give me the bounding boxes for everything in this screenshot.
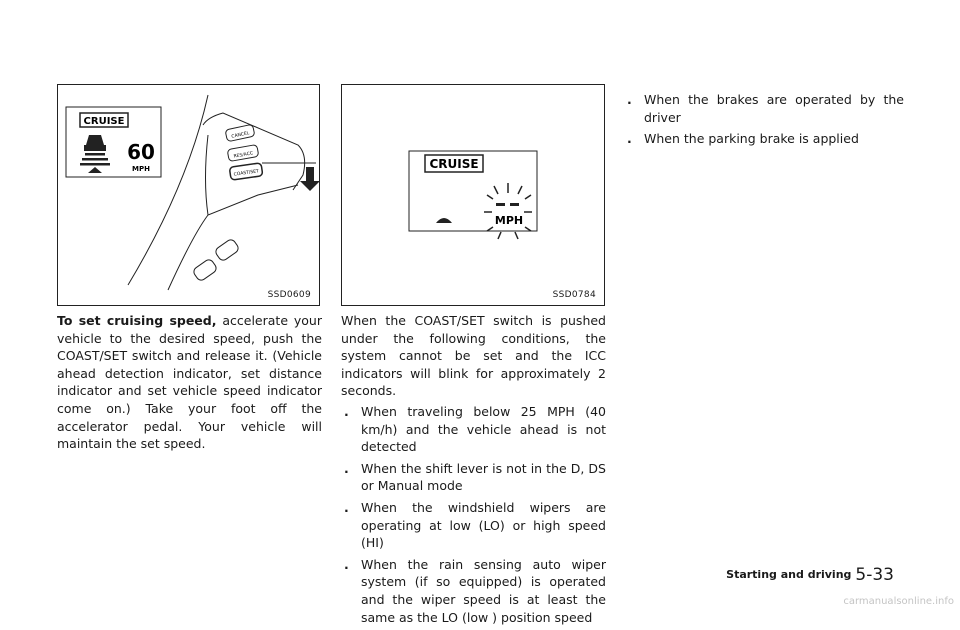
coast-set-switch bbox=[229, 163, 262, 180]
set-speed-paragraph bbox=[57, 312, 322, 453]
list-item: . When the shift lever is not in the D, DS or Manual mode bbox=[344, 460, 606, 494]
page-number: 5-33 bbox=[855, 564, 894, 585]
cancel-switch bbox=[225, 124, 255, 142]
figure-cruise-display-blinking bbox=[341, 84, 605, 306]
column-3 bbox=[624, 88, 904, 152]
res-acc-switch bbox=[227, 144, 259, 161]
page-footer bbox=[726, 564, 894, 585]
speed-unit: MPH bbox=[494, 214, 524, 227]
column-1 bbox=[57, 312, 322, 453]
svg-text:COAST/SET: COAST/SET bbox=[233, 169, 260, 178]
wheel-rim-line bbox=[128, 95, 208, 285]
blinking-speed-dashes bbox=[496, 203, 519, 206]
list-item: . When the rain sensing auto wiper system (if so equipped) is operated and the wiper speed is at least the same as the LO (low ) position speed bbox=[344, 556, 606, 625]
figure-code: SSD0609 bbox=[267, 290, 311, 300]
cruise-display-illustration bbox=[342, 85, 606, 307]
bullet: . bbox=[627, 92, 632, 107]
bullet: . bbox=[344, 460, 349, 476]
svg-text:CANCEL: CANCEL bbox=[231, 131, 250, 140]
steering-wheel-illustration bbox=[58, 85, 321, 307]
bullet: . bbox=[627, 131, 632, 147]
cruise-label: CRUISE bbox=[429, 157, 479, 171]
speed-unit: MPH bbox=[132, 165, 150, 173]
conditions-list-continued bbox=[624, 91, 904, 148]
list-item: . When the parking brake is applied bbox=[627, 131, 859, 147]
svg-text:RES/ACC: RES/ACC bbox=[233, 151, 254, 160]
column-2 bbox=[341, 312, 606, 630]
list-item: . When traveling below 25 MPH (40 km/h) and the vehicle ahead is not detected bbox=[344, 403, 606, 455]
list-item: . When the brakes are operated by the driver bbox=[627, 92, 904, 125]
audio-switch-icon bbox=[192, 238, 240, 282]
list-item: . When the windshield wipers are operating at low (LO) or high speed (HI) bbox=[344, 499, 606, 551]
bullet: . bbox=[344, 556, 349, 572]
distance-bars-icon bbox=[80, 153, 110, 166]
figure-steering-switch bbox=[57, 84, 320, 306]
bullet: . bbox=[344, 499, 349, 515]
paragraph-text: accelerate your vehicle to the desired speed, push the COAST/SET switch and release it. (Vehicle ahead detection indicator, set distance indicator and set vehicle speed indicator come on.) Take your foot off the accelerator pedal. Your vehicle will maintain the set speed. bbox=[57, 313, 322, 452]
push-down-arrow-icon bbox=[300, 167, 320, 191]
vehicle-ahead-icon bbox=[84, 135, 106, 151]
set-indicator-icon bbox=[436, 218, 452, 223]
cruise-label: CRUISE bbox=[83, 116, 125, 127]
figure-code: SSD0784 bbox=[552, 290, 596, 300]
set-speed-value: 60 bbox=[127, 140, 155, 164]
set-indicator-icon bbox=[88, 167, 102, 173]
conditions-list bbox=[341, 403, 606, 626]
bullet: . bbox=[344, 403, 349, 419]
paragraph-lead: To set cruising speed, bbox=[57, 313, 217, 328]
watermark: carmanualsonline.info bbox=[843, 596, 954, 607]
intro-paragraph: When the COAST/SET switch is pushed under the following conditions, the system cannot be set and the ICC indicators will blink for approximately 2 seconds. bbox=[341, 313, 606, 399]
section-title: Starting and driving bbox=[726, 568, 852, 581]
